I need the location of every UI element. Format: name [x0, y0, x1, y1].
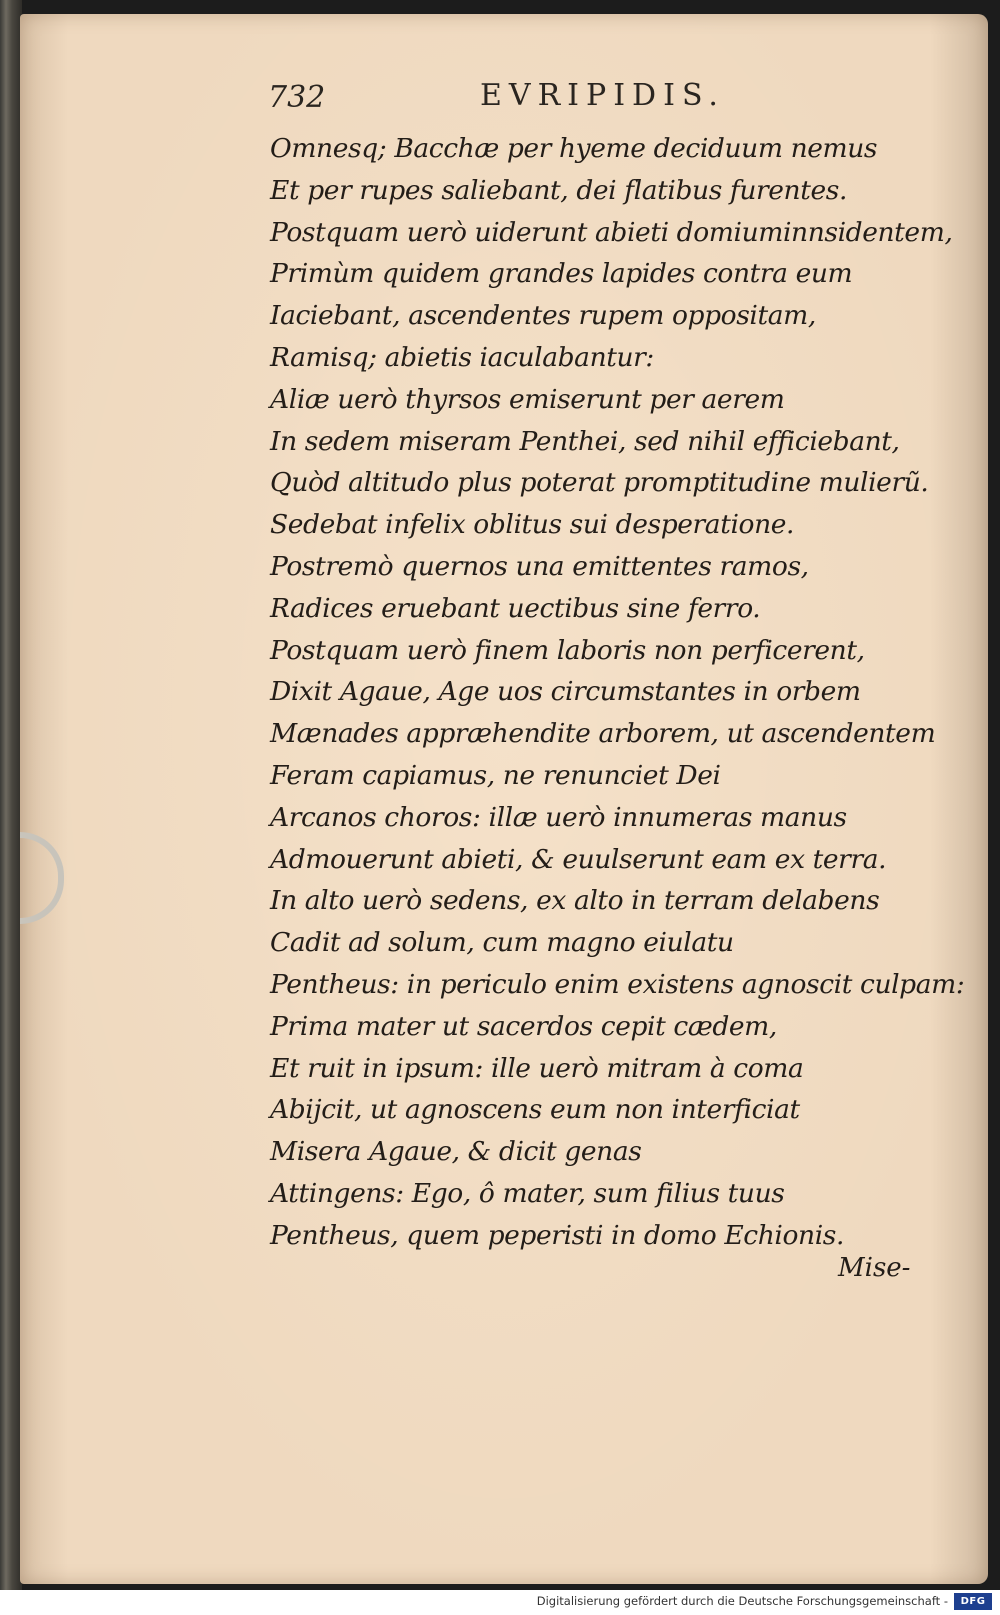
verse-line: Postremò quernos una emittentes ramos,: [270, 550, 809, 582]
verse-line: Et per rupes saliebant, dei flatibus furentes.: [270, 174, 847, 206]
verse-line: Postquam uerò uiderunt abieti domiuminnsidentem,: [270, 216, 953, 248]
catchword: Mise-: [838, 1253, 911, 1283]
verse-line: Omnesq; Bacchæ per hyeme deciduum nemus: [270, 133, 878, 164]
dfg-logo-icon: DFG: [954, 1593, 992, 1610]
verse-line: Cadit ad solum, cum magno eiulatu: [270, 927, 734, 959]
verse-line: Aliæ uerò thyrsos emiserunt per aerem: [270, 383, 785, 415]
verse-line: Admouerunt abieti, & euulserunt eam ex terra.: [270, 843, 887, 875]
verse-line: Pentheus, quem peperisti in domo Echionis.: [270, 1219, 844, 1251]
running-head: [0, 78, 1000, 118]
verse-line: Feram capiamus, ne renunciet Dei: [270, 759, 721, 791]
verse-line: Postquam uerò finem laboris non perficerent,: [270, 634, 865, 666]
verse-text-block: [270, 128, 965, 1257]
running-title: EVRIPIDIS.: [480, 78, 725, 113]
verse-line: Dixit Agaue, Age uos circumstantes in orbem: [270, 676, 861, 708]
funding-credit: Digitalisierung gefördert durch die Deutsche Forschungsgemeinschaft -: [536, 1594, 948, 1608]
verse-line: Pentheus: in periculo enim existens agnoscit culpam:: [270, 968, 965, 1000]
verse-line: Radices eruebant uectibus sine ferro.: [270, 592, 761, 624]
verse-line: Mænades appræhendite arborem, ut ascendentem: [270, 718, 936, 750]
verse-line: In sedem miseram Penthei, sed nihil efficiebant,: [270, 425, 900, 457]
digitization-footer: [0, 1590, 1000, 1615]
verse-line: Prima mater ut sacerdos cepit cædem,: [270, 1010, 777, 1042]
verse-line: Ramisq; abietis iaculabantur:: [270, 341, 654, 373]
verse-line: Abijcit, ut agnoscens eum non interficiat: [270, 1094, 800, 1126]
verse-line: In alto uerò sedens, ex alto in terram delabens: [270, 885, 880, 917]
verse-line: Et ruit in ipsum: ille uerò mitram à coma: [270, 1052, 804, 1084]
verse-line: Misera Agaue, & dicit genas: [270, 1136, 642, 1168]
page-number: 732: [268, 80, 326, 115]
verse-line: Iaciebant, ascendentes rupem oppositam,: [270, 300, 816, 332]
verse-line: Arcanos choros: illæ uerò innumeras manus: [270, 801, 847, 833]
verse-line: Primùm quidem grandes lapides contra eum: [270, 258, 853, 290]
verse-line: Attingens: Ego, ô mater, sum filius tuus: [270, 1177, 785, 1209]
page-clip: [20, 832, 64, 924]
verse-line: Sedebat infelix oblitus sui desperatione.: [270, 509, 795, 541]
verse-line: Quòd altitudo plus poterat promptitudine mulierũ.: [270, 467, 929, 499]
book-page-edges: [0, 0, 22, 1590]
